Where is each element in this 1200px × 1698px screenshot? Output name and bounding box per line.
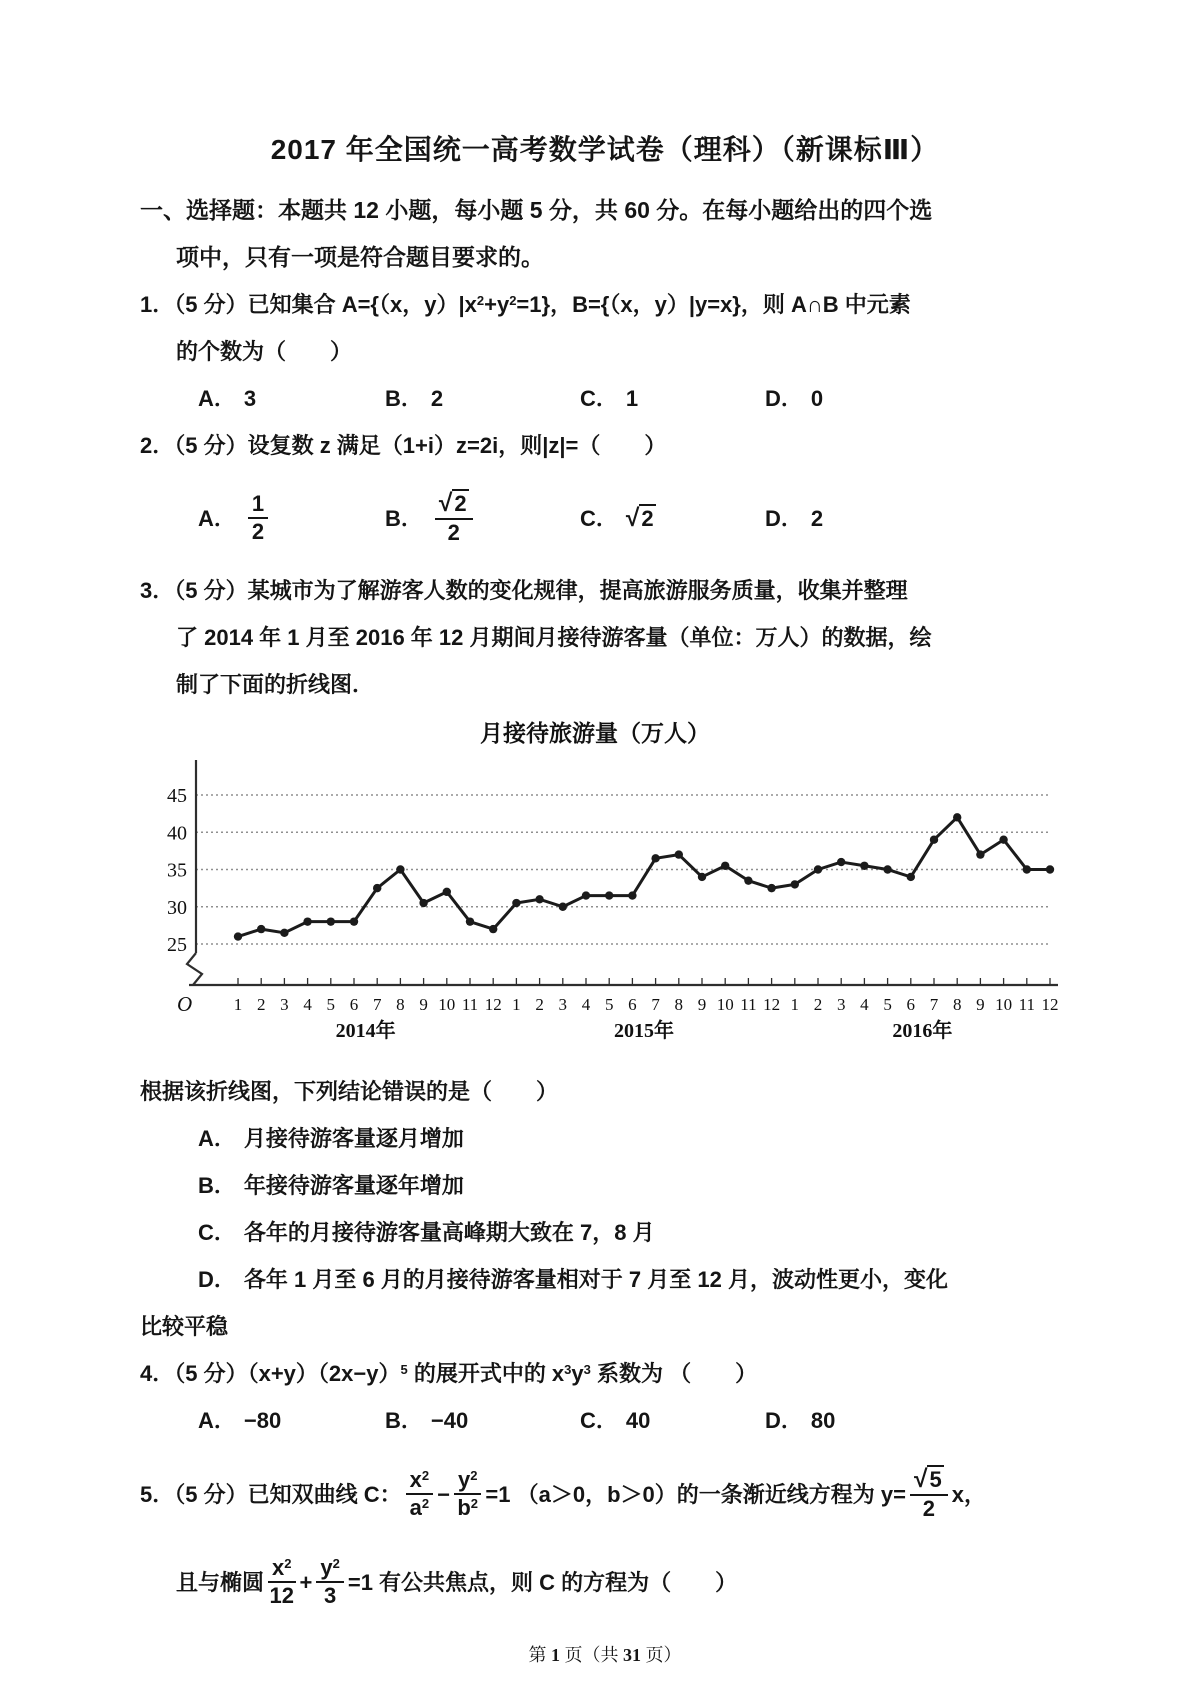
svg-text:2015年: 2015年	[614, 1020, 674, 1042]
option-value: 2	[810, 505, 824, 531]
option-value: $\frac{√2}{2}$	[431, 490, 477, 545]
q1-option-a	[198, 382, 385, 415]
svg-text:10: 10	[438, 995, 456, 1014]
svg-text:9: 9	[976, 995, 985, 1014]
svg-text:1: 1	[233, 995, 243, 1014]
exam-content	[140, 128, 1070, 1685]
option-label: A．	[198, 505, 236, 531]
svg-text:2016年: 2016年	[892, 1020, 953, 1042]
q3-line1: 3．（5 分）某城市为了解游客人数的变化规律，提高旅游服务质量，收集并整理	[140, 578, 908, 603]
q3-choice-b	[140, 1169, 1070, 1202]
q2-option-c	[580, 502, 765, 535]
q4-line1: 4．（5 分）$(x+y)(2x-y)^5$ 的展开式中的 $x^3y^3$ 系数为 （ ）	[140, 1361, 758, 1386]
q4-option-a	[198, 1404, 385, 1437]
svg-text:4: 4	[303, 995, 312, 1014]
chart-container	[165, 715, 1070, 1065]
svg-text:2: 2	[535, 995, 544, 1014]
q3-line3: 制了下面的折线图．	[176, 672, 375, 697]
svg-text:30: 30	[167, 896, 187, 919]
svg-text:6: 6	[906, 995, 916, 1014]
q2-line1: 2．（5 分）设复数 z 满足（1+i）z=2i，则|z|=（ ）	[140, 433, 667, 458]
q5-line1: 5．（5 分）已知双曲线 C： $\frac{x^2}{a^2}$ − $\frac{y^2}{b^2}$ =1 （a＞0，b＞0）的一条渐近线方程为 y= $\frac{√5}{2}$ x，	[140, 1466, 986, 1522]
svg-text:5: 5	[326, 995, 336, 1014]
q2-option-d	[765, 502, 823, 535]
option-value: $\frac{1}{2}$	[244, 492, 272, 544]
choice-label: C．	[198, 1220, 236, 1245]
q2-options	[140, 476, 1070, 560]
page-title: 2017 年全国统一高考数学试卷（理科）（新课标Ⅲ）	[270, 134, 940, 165]
svg-text:11: 11	[461, 995, 479, 1014]
option-label: C．	[580, 505, 618, 531]
svg-text:1: 1	[512, 995, 521, 1014]
option-label: A．	[198, 386, 236, 411]
svg-text:10: 10	[995, 995, 1013, 1014]
option-value: 40	[625, 1408, 651, 1433]
q3-choice-c	[140, 1216, 1070, 1249]
svg-text:3: 3	[558, 995, 568, 1014]
svg-text:2: 2	[256, 995, 266, 1014]
svg-text:35: 35	[167, 859, 187, 882]
q3-choice-d	[140, 1263, 1070, 1296]
choice-text: 月接待游客量逐月增加	[243, 1126, 464, 1151]
q4-option-c	[580, 1404, 765, 1437]
svg-text:2: 2	[813, 995, 823, 1014]
option-value: 2	[430, 386, 444, 411]
q3-choice-a	[140, 1122, 1070, 1155]
q5-line2: 且与椭圆 $\frac{x^2}{12}$ + $\frac{y^2}{3}$ =1 有公共焦点，则 C 的方程为（ ）	[176, 1554, 738, 1608]
q1-option-d	[765, 382, 823, 415]
svg-text:11: 11	[740, 995, 757, 1014]
svg-text:45: 45	[167, 785, 187, 807]
svg-text:12: 12	[1041, 995, 1059, 1014]
svg-text:9: 9	[419, 995, 428, 1014]
svg-text:5: 5	[883, 995, 892, 1014]
option-value: 3	[243, 386, 257, 411]
svg-text:月接待旅游量（万人）: 月接待旅游量（万人）	[480, 720, 710, 746]
option-label: A．	[198, 1408, 236, 1433]
svg-text:8: 8	[952, 995, 962, 1014]
choice-label: D．	[198, 1267, 236, 1292]
svg-text:11: 11	[1018, 995, 1035, 1014]
svg-text:12: 12	[763, 995, 781, 1014]
option-label: B．	[385, 505, 423, 531]
option-label: C．	[580, 1408, 618, 1433]
svg-text:7: 7	[372, 995, 382, 1014]
choice-label: A．	[198, 1126, 236, 1151]
svg-text:10: 10	[716, 995, 734, 1014]
option-value: 0	[810, 386, 824, 411]
section-intro-line1: 一、选择题：本题共 12 小题，每小题 5 分，共 60 分。在每小题给出的四个选	[140, 197, 933, 223]
svg-text:8: 8	[396, 995, 405, 1014]
svg-text:5: 5	[604, 995, 614, 1014]
svg-text:O: O	[177, 992, 193, 1016]
option-value: −80	[243, 1408, 282, 1433]
option-label: B．	[385, 1408, 423, 1433]
option-value: 80	[810, 1408, 836, 1433]
svg-text:12: 12	[484, 995, 502, 1014]
q4-option-d	[765, 1404, 835, 1437]
svg-text:6: 6	[349, 995, 359, 1014]
q3-question: 根据该折线图，下列结论错误的是（ ）	[140, 1079, 559, 1104]
svg-text:25: 25	[167, 934, 187, 956]
page-footer: 第 1 页（共 31 页）	[528, 1645, 682, 1665]
q3-line2: 了 2014 年 1 月至 2016 年 12 月期间月接待游客量（单位：万人）的数据，绘	[176, 625, 932, 650]
q2-option-a	[198, 492, 385, 544]
option-value: 1	[625, 386, 639, 411]
svg-text:4: 4	[581, 995, 591, 1014]
choice-text: 各年 1 月至 6 月的月接待游客量相对于 7 月至 12 月，波动性更小，变化	[243, 1267, 948, 1292]
option-label: D．	[765, 386, 803, 411]
svg-text:3: 3	[280, 995, 289, 1014]
svg-text:3: 3	[836, 995, 846, 1014]
svg-text:4: 4	[860, 995, 869, 1014]
option-label: D．	[765, 1408, 803, 1433]
option-label: B．	[385, 386, 423, 411]
q1-line1: 1．（5 分）已知集合 A={（x，$y)|x^2+y^2=1$}，B={（x，y）|y=x}，则 A∩B 中元素	[140, 292, 911, 317]
q3-choice-d-continuation: 比较平稳	[140, 1314, 229, 1339]
q2-option-b	[385, 490, 580, 545]
svg-text:9: 9	[697, 995, 707, 1014]
q4-options	[140, 1404, 1070, 1437]
svg-text:40: 40	[167, 822, 187, 845]
tourism-line-chart	[165, 715, 1065, 1060]
q1-line2: 的个数为（ ）	[176, 339, 353, 364]
q1-option-c	[580, 382, 765, 415]
svg-text:6: 6	[628, 995, 637, 1014]
option-label: D．	[765, 505, 803, 531]
q1-options	[140, 382, 1070, 415]
q4-option-b	[385, 1404, 580, 1437]
q1-option-b	[385, 382, 580, 415]
svg-text:8: 8	[674, 995, 684, 1014]
svg-text:1: 1	[790, 995, 800, 1014]
choice-text: 年接待游客量逐年增加	[243, 1173, 464, 1198]
section-intro-line2: 项中，只有一项是符合题目要求的。	[176, 244, 544, 270]
svg-text:7: 7	[929, 995, 939, 1014]
option-value: √2	[625, 504, 654, 532]
option-label: C．	[580, 386, 618, 411]
svg-text:7: 7	[651, 995, 660, 1014]
option-value: −40	[430, 1408, 469, 1433]
svg-text:2014年: 2014年	[335, 1020, 396, 1042]
choice-text: 各年的月接待游客量高峰期大致在 7，8 月	[243, 1220, 655, 1245]
choice-label: B．	[198, 1173, 236, 1198]
